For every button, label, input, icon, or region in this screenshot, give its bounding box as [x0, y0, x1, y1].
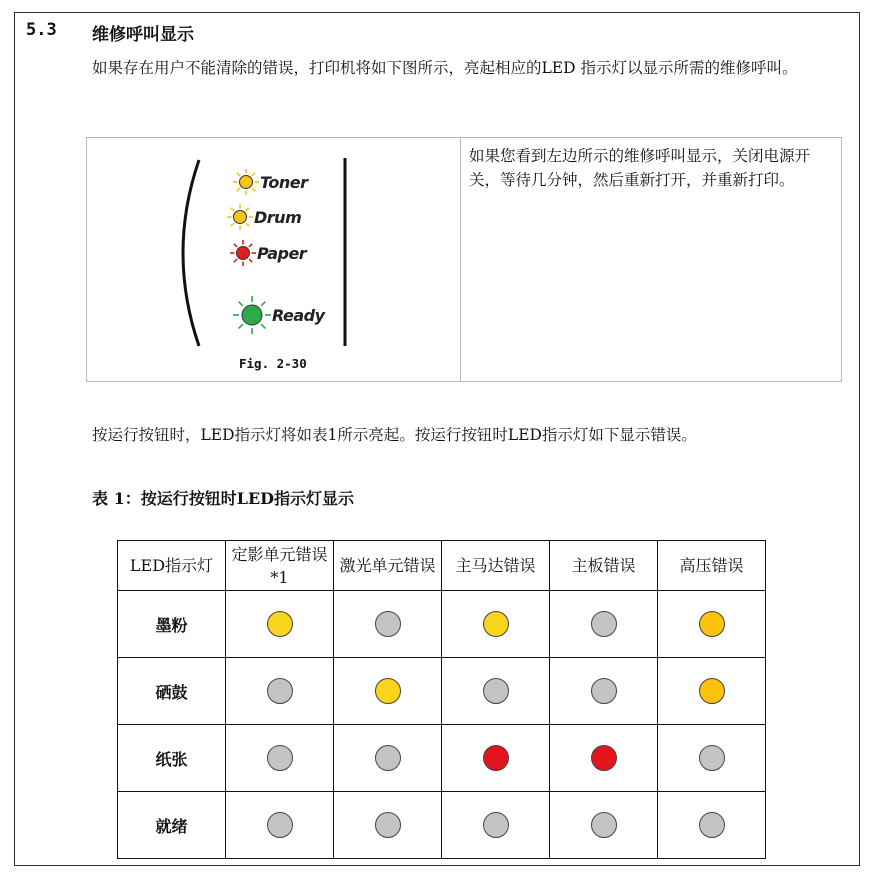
- led-yellow-dot: [483, 611, 509, 637]
- led-off-dot: [699, 812, 725, 838]
- led-off-dot: [591, 812, 617, 838]
- led-red-dot: [483, 745, 509, 771]
- table-cell: [226, 792, 334, 859]
- paper-led-label: Paper: [257, 244, 307, 263]
- section-number: 5.3: [26, 20, 57, 40]
- header-fuser-error: 定影单元错误*1: [226, 541, 334, 591]
- table-row: [118, 725, 766, 792]
- toner-led-indicator: [233, 169, 259, 195]
- header-high-voltage-error: 高压错误: [658, 541, 766, 591]
- led-off-dot: [591, 611, 617, 637]
- header-laser-error: 激光单元错误: [334, 541, 442, 591]
- led-off-dot: [267, 678, 293, 704]
- header-mainboard-error: 主板错误: [550, 541, 658, 591]
- table-body: [118, 591, 766, 859]
- led-amber-dot: [699, 678, 725, 704]
- led-off-dot: [267, 812, 293, 838]
- figure-box: [86, 137, 842, 382]
- led-yellow-dot: [375, 678, 401, 704]
- table-cell: [226, 591, 334, 658]
- led-off-dot: [375, 812, 401, 838]
- led-off-dot: [483, 678, 509, 704]
- table-cell: [550, 658, 658, 725]
- section-intro: 如果存在用户不能清除的错误，打印机将如下图所示，亮起相应的LED 指示灯以显示所需的维修呼叫。: [92, 59, 798, 77]
- table-cell: [658, 792, 766, 859]
- table-cell: [658, 658, 766, 725]
- table-cell: [658, 591, 766, 658]
- led-status-table: [117, 540, 766, 859]
- table-cell: [334, 725, 442, 792]
- figure-caption: Fig. 2-30: [239, 356, 307, 371]
- led-off-dot: [267, 745, 293, 771]
- ready-led-label: Ready: [272, 306, 325, 325]
- led-amber-dot: [699, 611, 725, 637]
- table-intro-paragraph: 按运行按钮时，LED指示灯将如表1所示亮起。按运行按钮时LED指示灯如下显示错误。: [92, 426, 697, 444]
- drum-led-label: Drum: [254, 208, 302, 227]
- row-label: 就绪: [118, 792, 226, 859]
- led-red-dot: [591, 745, 617, 771]
- section-title: 维修呼叫显示: [92, 25, 194, 45]
- table-cell: [334, 792, 442, 859]
- paper-led-indicator: [230, 240, 256, 266]
- table-row: [118, 658, 766, 725]
- table-cell: [550, 725, 658, 792]
- table-cell: [334, 591, 442, 658]
- table-row: [118, 591, 766, 658]
- row-label: 墨粉: [118, 591, 226, 658]
- table-cell: [442, 658, 550, 725]
- led-off-dot: [375, 745, 401, 771]
- table-header-row: [118, 541, 766, 591]
- figure-divider: [460, 138, 461, 381]
- table-row: [118, 792, 766, 859]
- table-cell: [442, 591, 550, 658]
- header-led-label: LED指示灯: [118, 541, 226, 591]
- led-off-dot: [375, 611, 401, 637]
- row-label: 纸张: [118, 725, 226, 792]
- table-cell: [442, 792, 550, 859]
- table-cell: [334, 658, 442, 725]
- led-off-dot: [591, 678, 617, 704]
- table-cell: [658, 725, 766, 792]
- table-cell: [442, 725, 550, 792]
- table-cell: [550, 792, 658, 859]
- header-main-motor-error: 主马达错误: [442, 541, 550, 591]
- ready-led-indicator: [233, 296, 271, 334]
- table-cell: [226, 658, 334, 725]
- row-label: 硒鼓: [118, 658, 226, 725]
- table-cell: [550, 591, 658, 658]
- table-title: 表 1：按运行按钮时LED指示灯显示: [92, 489, 355, 508]
- led-off-dot: [699, 745, 725, 771]
- led-off-dot: [483, 812, 509, 838]
- drum-led-indicator: [227, 204, 253, 230]
- figure-description: 如果您看到左边所示的维修呼叫显示，关闭电源开关，等待几分钟，然后重新打开，并重新打印。: [469, 147, 811, 189]
- led-yellow-dot: [267, 611, 293, 637]
- table-cell: [226, 725, 334, 792]
- toner-led-label: Toner: [260, 173, 308, 192]
